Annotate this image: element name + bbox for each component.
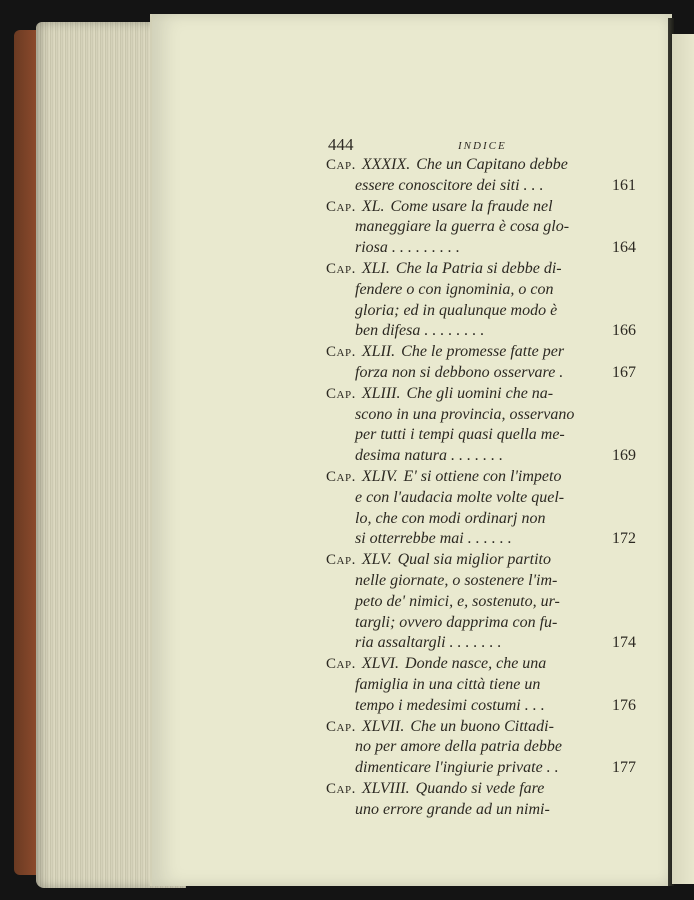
chapter-page-number: 167: [612, 363, 636, 381]
chapter-label: Cap.: [326, 656, 356, 673]
toc-entry: [326, 342, 636, 384]
chapter-label: Cap.: [326, 344, 356, 361]
chapter-number: XLII.: [361, 343, 396, 361]
running-title: INDICE: [458, 140, 507, 152]
toc-line: [326, 696, 636, 717]
toc-line: [326, 301, 636, 322]
chapter-title-text: lo, che con modi ordinarj non: [355, 509, 546, 527]
toc-line: [326, 405, 636, 426]
chapter-title-text: maneggiare la guerra è cosa glo-: [355, 218, 570, 236]
chapter-title-text: Donde nasce, che una: [405, 655, 547, 673]
chapter-title-text: essere conoscitore dei siti . . .: [355, 176, 544, 194]
chapter-title-text: desima natura . . . . . . .: [355, 447, 503, 465]
chapter-number: XLIII.: [361, 384, 401, 402]
toc-line: [326, 363, 636, 384]
toc-line: [326, 571, 636, 592]
toc-line: [326, 675, 636, 696]
chapter-title-text: E' si ottiene con l'impeto: [403, 467, 562, 485]
table-of-contents: [326, 155, 636, 821]
toc-line: [326, 758, 636, 779]
toc-line: [326, 155, 636, 176]
chapter-number: XXXIX.: [361, 156, 411, 173]
chapter-page-number: 176: [612, 696, 636, 714]
chapter-label: Cap.: [326, 780, 356, 797]
toc-line: [326, 425, 636, 446]
chapter-page-number: 174: [612, 634, 636, 652]
toc-line: [326, 259, 636, 280]
toc-line: [326, 197, 636, 218]
chapter-title-text: Quando si vede fare: [415, 779, 545, 797]
chapter-page-number: 164: [612, 239, 636, 257]
chapter-title-text: gloria; ed in qualunque modo è: [355, 301, 558, 319]
chapter-number: XLVII.: [361, 717, 405, 735]
toc-line: [326, 529, 636, 550]
toc-entry: [326, 654, 636, 716]
toc-line: [326, 800, 636, 821]
toc-entry: [326, 384, 636, 467]
chapter-label: Cap.: [326, 468, 356, 485]
toc-line: [326, 654, 636, 675]
chapter-title-text: si otterrebbe mai . . . . . .: [355, 530, 512, 548]
toc-line: [326, 342, 636, 363]
toc-entry: [326, 550, 636, 654]
toc-entry: [326, 467, 636, 550]
next-page-edge: [672, 34, 694, 884]
chapter-title-text: Che gli uomini che na-: [406, 384, 554, 402]
toc-line: [326, 176, 636, 197]
toc-line: [326, 633, 636, 654]
chapter-title-text: Qual sia miglior partito: [397, 551, 551, 569]
toc-line: [326, 592, 636, 613]
chapter-title-text: uno errore grande ad un nimi-: [355, 800, 550, 818]
chapter-number: XLVI.: [361, 655, 400, 673]
chapter-title-text: targli; ovvero dapprima con fu-: [355, 613, 558, 631]
toc-entry: [326, 197, 636, 259]
chapter-title-text: per tutti i tempi quasi quella me-: [355, 426, 565, 444]
toc-line: [326, 217, 636, 238]
chapter-number: XLVIII.: [361, 779, 410, 797]
chapter-title-text: e con l'audacia molte volte quel-: [355, 488, 565, 506]
chapter-title-text: fendere o con ignominia, o con: [355, 280, 554, 298]
chapter-title-text: Che la Patria si debbe di-: [395, 259, 562, 277]
toc-entry: [326, 259, 636, 342]
page-header: [328, 135, 618, 155]
chapter-page-number: 177: [612, 759, 636, 777]
chapter-title-text: tempo i medesimi costumi . . .: [355, 696, 545, 714]
chapter-title-text: forza non si debbono osservare .: [355, 363, 564, 381]
chapter-page-number: 169: [612, 447, 636, 465]
chapter-title-text: ria assaltargli . . . . . . .: [355, 634, 502, 652]
chapter-title-text: scono in una provincia, osservano: [355, 405, 575, 423]
chapter-label: Cap.: [326, 552, 356, 569]
toc-line: [326, 737, 636, 758]
chapter-page-number: 172: [612, 530, 636, 548]
chapter-title-text: famiglia in una città tiene un: [355, 675, 541, 693]
toc-line: [326, 779, 636, 800]
chapter-label: Cap.: [326, 718, 356, 735]
toc-line: [326, 550, 636, 571]
toc-line: [326, 446, 636, 467]
chapter-page-number: 161: [612, 176, 636, 194]
chapter-title-text: ben difesa . . . . . . . .: [355, 322, 485, 340]
toc-line: [326, 467, 636, 488]
chapter-title-text: nelle giornate, o sostenere l'im-: [355, 571, 558, 589]
chapter-title-text: peto de' nimici, e, sostenuto, ur-: [355, 592, 560, 610]
toc-entry: [326, 155, 636, 197]
chapter-title-text: riosa . . . . . . . . .: [355, 239, 460, 257]
chapter-title-text: dimenticare l'ingiurie private . .: [355, 759, 559, 777]
chapter-label: Cap.: [326, 260, 356, 277]
chapter-label: Cap.: [326, 157, 356, 173]
toc-entry: [326, 779, 636, 821]
page-number: 444: [328, 135, 354, 154]
chapter-page-number: 166: [612, 322, 636, 340]
chapter-title-text: Che un buono Cittadi-: [410, 717, 554, 735]
toc-line: [326, 384, 636, 405]
chapter-title-text: Che le promesse fatte per: [401, 343, 565, 361]
chapter-number: XLV.: [361, 551, 392, 569]
chapter-label: Cap.: [326, 198, 356, 215]
chapter-title-text: Che un Capitano debbe: [416, 156, 568, 173]
chapter-number: XL.: [361, 197, 385, 215]
chapter-number: XLIV.: [361, 467, 398, 485]
toc-line: [326, 488, 636, 509]
chapter-number: XLI.: [361, 259, 390, 277]
toc-line: [326, 238, 636, 259]
toc-line: [326, 280, 636, 301]
toc-line: [326, 509, 636, 530]
toc-line: [326, 321, 636, 342]
toc-line: [326, 613, 636, 634]
chapter-label: Cap.: [326, 385, 356, 402]
toc-line: [326, 717, 636, 738]
toc-entry: [326, 717, 636, 779]
chapter-title-text: Come usare la fraude nel: [390, 197, 553, 215]
chapter-title-text: no per amore della patria debbe: [355, 738, 562, 756]
